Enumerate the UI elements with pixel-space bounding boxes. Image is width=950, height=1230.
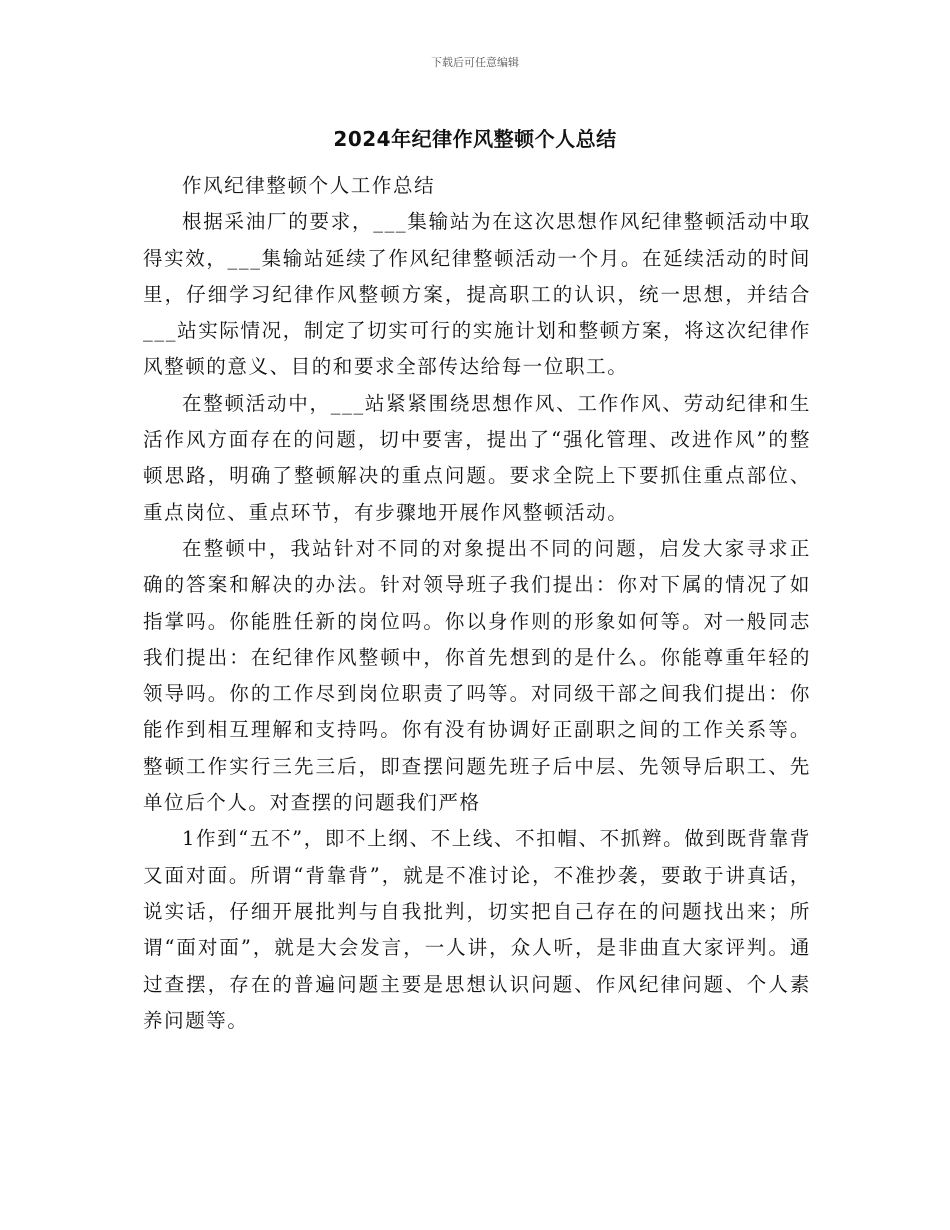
- header-note: 下载后可任意编辑: [431, 56, 519, 69]
- paragraph: 在整顿活动中，___站紧紧围绕思想作风、工作作风、劳动纪律和生活作风方面存在的问题，切中要害，提出了“强化管理、改进作风”的整顿思路，明确了整顿解决的重点问题。要求全院上下要抓住重点部位、重点岗位、重点环节，有步骤地开展作风整顿活动。: [143, 391, 811, 524]
- document-body: [143, 168, 811, 1039]
- document-title: 2024年纪律作风整顿个人总结: [333, 127, 617, 151]
- paragraph: 1作到“五不”，即不上纲、不上线、不扣帽、不抓辫。做到既背靠背又面对面。所谓“背靠背”，就是不准讨论，不准抄袭，要敢于讲真话，说实话，仔细开展批判与自我批判，切实把自己存在的问题找出来；所谓“面对面”，就是大会发言，一人讲，众人听，是非曲直大家评判。通过查摆，存在的普遍问题主要是思想认识问题、作风纪律问题、个人素养问题等。: [143, 827, 811, 1032]
- paragraph: 在整顿中，我站针对不同的对象提出不同的问题，启发大家寻求正确的答案和解决的办法。针对领导班子我们提出：你对下属的情况了如指掌吗。你能胜任新的岗位吗。你以身作则的形象如何等。对一般同志我们提出：在纪律作风整顿中，你首先想到的是什么。你能尊重年轻的领导吗。你的工作尽到岗位职责了吗等。对同级干部之间我们提出：你能作到相互理解和支持吗。你有没有协调好正副职之间的工作关系等。整顿工作实行三先三后，即查摆问题先班子后中层、先领导后职工、先单位后个人。对查摆的问题我们严格: [143, 536, 811, 815]
- paragraph-subtitle: 作风纪律整顿个人工作总结: [182, 174, 436, 197]
- paragraph: 根据采油厂的要求，___集输站为在这次思想作风纪律整顿活动中取得实效，___集输站延续了作风纪律整顿活动一个月。在延续活动的时间里，仔细学习纪律作风整顿方案，提高职工的认识，统一思想，并结合___站实际情况，制定了切实可行的实施计划和整顿方案，将这次纪律作风整顿的意义、目的和要求全部传达给每一位职工。: [143, 210, 811, 379]
